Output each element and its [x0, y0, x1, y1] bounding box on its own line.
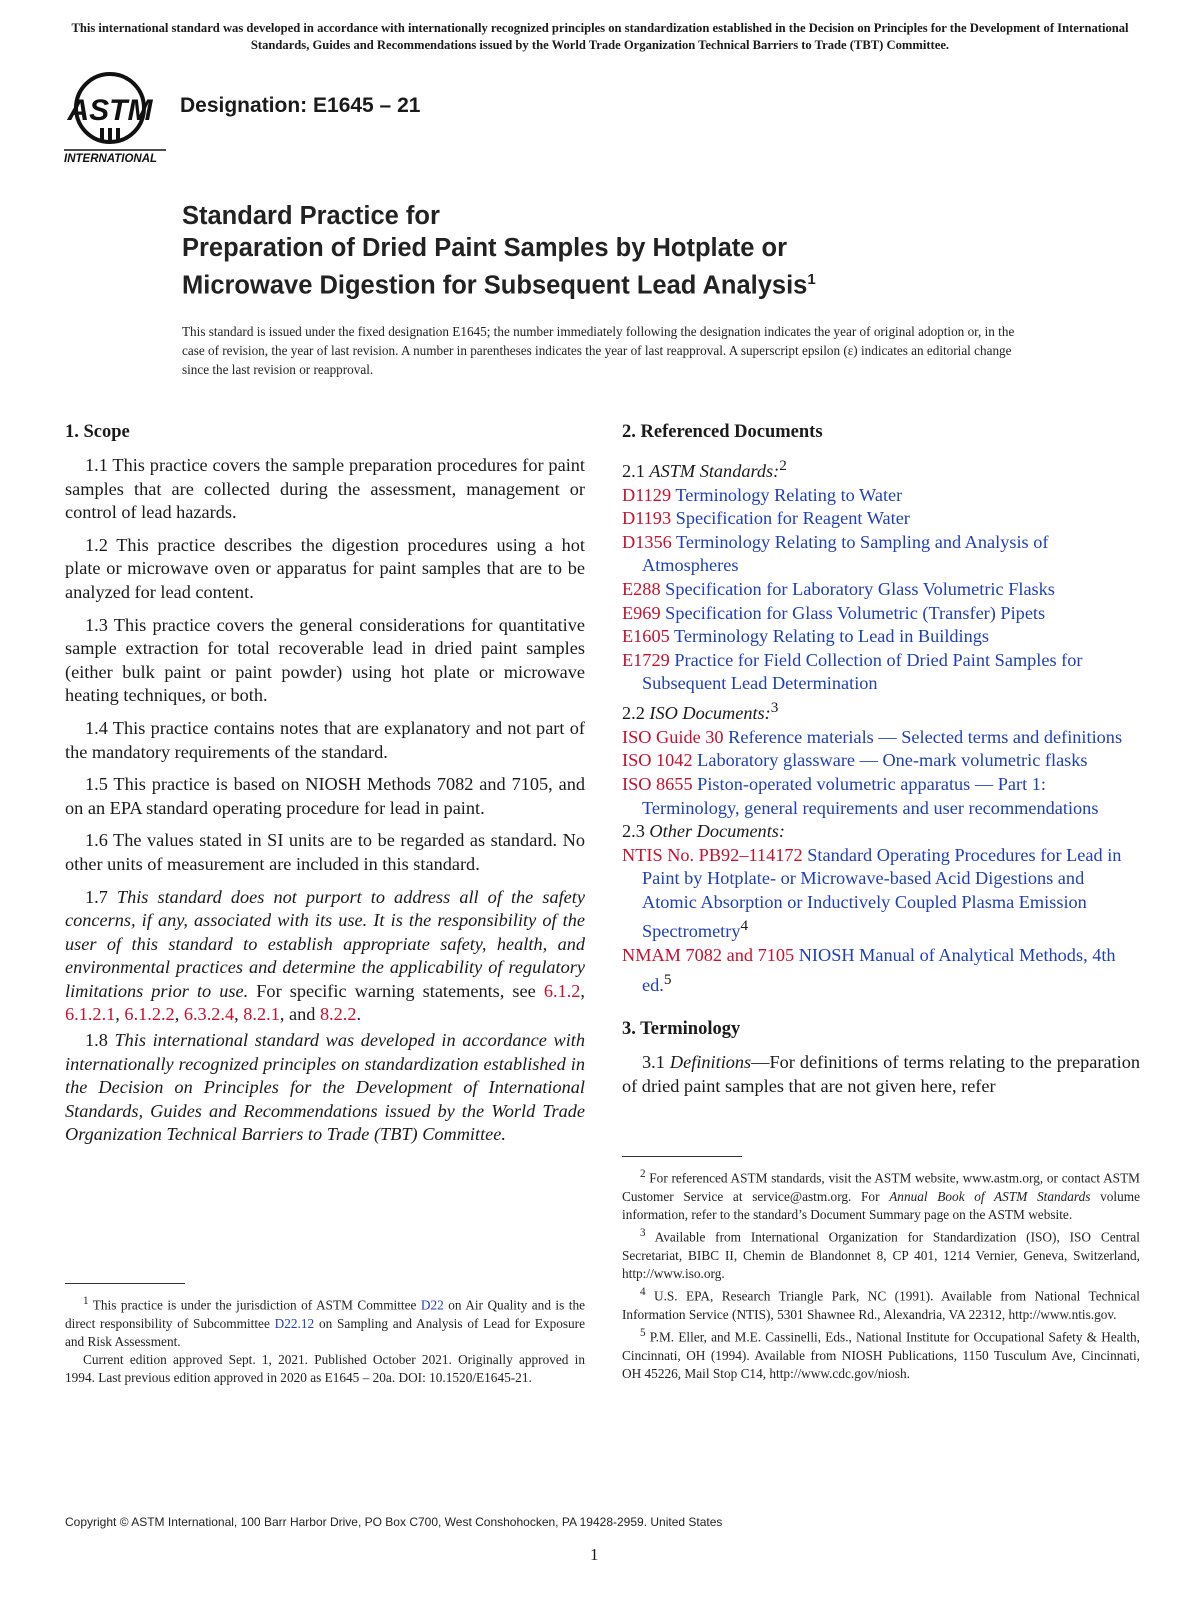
ref-ntis[interactable]: NTIS No. PB92–114172 Standard Operating Procedures for Lead in Paint by Hotplate- or Microwave-based Acid Digestions and Atomic Absorption or Inductively Coupled Plasma Emission Spectrometry$^4$ [622, 844, 1122, 942]
ref-e969[interactable]: E969 Specification for Glass Volumetric (Transfer) Pipets [622, 602, 1046, 623]
ref-d1193[interactable]: D1193 Specification for Reagent Water [622, 508, 910, 529]
xref-6-1-2-1[interactable]: 6.1.2.1 [65, 1004, 116, 1025]
terminology-heading: 3. Terminology [622, 1019, 741, 1040]
other-documents-label: 2.3 Other Documents: [622, 821, 785, 842]
footnotes-right [622, 1165, 1140, 1383]
xref-6-1-2-2[interactable]: 6.1.2.2 [124, 1004, 175, 1025]
right-column [622, 420, 1140, 1108]
xref-8-2-1[interactable]: 8.2.1 [243, 1004, 280, 1025]
footnote-3: $^3$ Available from International Organization for Standardization (ISO), ISO Central Secretariat, BIBC II, Chemin de Blandonnet 8, CP 401, 1214 Vernier, Geneva, Switzerland, http://www.iso.org. [622, 1227, 1140, 1281]
iso-documents-label: 2.2 ISO Documents:$^3$ [622, 699, 779, 724]
footnote-1: $^1$ This practice is under the jurisdiction of ASTM Committee D22 on Air Quality and is the direct responsibility of Subcommittee D22.12 on Sampling and Analysis of Lead for Exposure and Risk Assessment. [65, 1295, 586, 1349]
xref-8-2-2[interactable]: 8.2.2 [319, 1004, 357, 1025]
ref-iso-1042[interactable]: ISO 1042 Laboratory glassware — One-mark volumetric flasks [622, 750, 1088, 771]
ref-d1356[interactable]: D1356 Terminology Relating to Sampling and Analysis of Atmospheres [622, 531, 1049, 576]
logo-letters: ASTM [67, 94, 153, 127]
scope-1-8: 1.8 This international standard was developed in accordance with internationally recognized principles on standardization established in the Decision on Principles for the Development of International Standards, Guides and Recommendations issued by the World Trade Organization Technical Barriers to Trade (TBT) Committee. [65, 1030, 585, 1145]
ref-nmam[interactable]: NMAM 7082 and 7105 NIOSH Manual of Analytical Methods, 4th ed.$^5$ [622, 945, 1116, 995]
footnote-rule-left [65, 1283, 185, 1284]
footnote-1-edition: Current edition approved Sept. 1, 2021. Published October 2021. Originally approved in 1994. Last previous edition approved in 2020 as E1645 – 20a. DOI: 10.1520/E1645-21. [65, 1352, 585, 1386]
footnotes-left [65, 1292, 585, 1387]
scope-1-3: 1.3 This practice covers the general considerations for quantitative sample extraction for total recoverable lead in dried paint samples (either bulk paint or paint powder) using hot plate or microwave heating techniques, or both. [65, 614, 585, 706]
committee-d22-link[interactable]: D22 [420, 1297, 444, 1313]
title-line-1: Standard Practice for [182, 202, 440, 230]
astm-logo [62, 70, 172, 168]
designation: Designation: E1645 – 21 [180, 94, 421, 117]
scope-1-6: 1.6 The values stated in SI units are to be regarded as standard. No other units of measurement are included in this standard. [65, 830, 585, 874]
ref-e1605[interactable]: E1605 Terminology Relating to Lead in Buildings [622, 626, 990, 647]
scope-1-4: 1.4 This practice contains notes that are explanatory and not part of the mandatory requirements of the standard. [65, 717, 585, 762]
left-column [65, 420, 585, 1156]
astm-standards-label: 2.1 ASTM Standards:$^2$ [622, 457, 787, 482]
footnote-2: $^2$ For referenced ASTM standards, visit the ASTM website, www.astm.org, or contact ASTM Customer Service at service@astm.org. For Annual Book of ASTM Standards volume information, refer to the standard’s Document Summary page on the ASTM website. [622, 1168, 1141, 1222]
page-number: 1 [590, 1545, 599, 1564]
footnote-5: $^5$ P.M. Eller, and M.E. Cassinelli, Eds., National Institute for Occupational Safety & Health, Cincinnati, OH (1994). Available from NIOSH Publications, 1150 Tusculum Ave, Cincinnati, OH 45226, Mail Stop C14, http://www.cdc.gov/niosh. [622, 1326, 1140, 1381]
ref-iso-8655[interactable]: ISO 8655 Piston-operated volumetric apparatus — Part 1: Terminology, general requirements and user recommendations [622, 773, 1099, 818]
issue-note: This standard is issued under the fixed designation E1645; the number immediately following the designation indicates the year of original adoption or, in the case of revision, the year of last revision. A number in parentheses indicates the year of last reapproval. A superscript epsilon (ε) indicates an editorial change since the last revision or reapproval. [182, 324, 1015, 377]
ref-iso-guide-30[interactable]: ISO Guide 30 Reference materials — Selected terms and definitions [622, 726, 1123, 747]
xref-6-1-2[interactable]: 6.1.2 [543, 980, 581, 1001]
terminology-3-1: 3.1 Definitions—For definitions of terms relating to the preparation of dried paint samples that are not given here, refer [622, 1052, 1140, 1097]
scope-1-2: 1.2 This practice describes the digestion procedures using a hot plate or microwave oven or apparatus for paint samples that are to be analyzed for lead content. [65, 534, 585, 602]
footnote-4: $^4$ U.S. EPA, Research Triangle Park, NC (1991). Available from National Technical Information Service (NTIS), 5301 Shawnee Rd., Alexandria, VA 22312, http://www.ntis.gov. [622, 1286, 1140, 1322]
header-notice: This international standard was developed in accordance with internationally recognized principles on standardization established in the Decision on Principles for the Development of International Standards, Guides and Recommendations issued by the World Trade Organization Technical Barriers to Trade (TBT) Committee. [71, 21, 1129, 52]
astm-logo-icon [62, 70, 172, 168]
ref-e1729[interactable]: E1729 Practice for Field Collection of Dried Paint Samples for Subsequent Lead Determination [622, 649, 1083, 694]
referenced-documents-heading: 2. Referenced Documents [622, 422, 823, 442]
ref-e288[interactable]: E288 Specification for Laboratory Glass Volumetric Flasks [622, 579, 1055, 600]
logo-text: INTERNATIONAL [64, 153, 158, 165]
scope-1-5: 1.5 This practice is based on NIOSH Methods 7082 and 7105, and on an EPA standard operating procedure for lead in paint. [65, 774, 585, 818]
scope-1-7: 1.7 This standard does not purport to address all of the safety concerns, if any, associated with its use. It is the responsibility of the user of this standard to establish appropriate safety, health, and environmental practices and determine the applicability of regulatory limitations prior to use. For specific warning statements, see 6.1.2, 6.1.2.1, 6.1.2.2, 6.3.2.4, 8.2.1, and 8.2.2. [65, 886, 585, 1025]
copyright: Copyright © ASTM International, 100 Barr Harbor Drive, PO Box C700, West Conshohocken, PA 19428-2959. United States [65, 1515, 723, 1529]
title-line-2: Preparation of Dried Paint Samples by Hotplate or [182, 234, 788, 262]
title-line-3: Microwave Digestion for Subsequent Lead Analysis$^1$ [182, 271, 816, 300]
document-title [182, 200, 1082, 302]
title-footnote-mark: 1 [807, 271, 816, 288]
ref-d1129[interactable]: D1129 Terminology Relating to Water [622, 484, 903, 505]
scope-1-1: 1.1 This practice covers the sample preparation procedures for paint samples that are collected during the assessment, management or control of lead hazards. [65, 455, 585, 523]
xref-6-3-2-4[interactable]: 6.3.2.4 [183, 1004, 235, 1025]
scope-heading: 1. Scope [65, 422, 130, 442]
footnote-rule-right [622, 1156, 742, 1157]
subcommittee-d22-12-link[interactable]: D22.12 [274, 1315, 315, 1331]
